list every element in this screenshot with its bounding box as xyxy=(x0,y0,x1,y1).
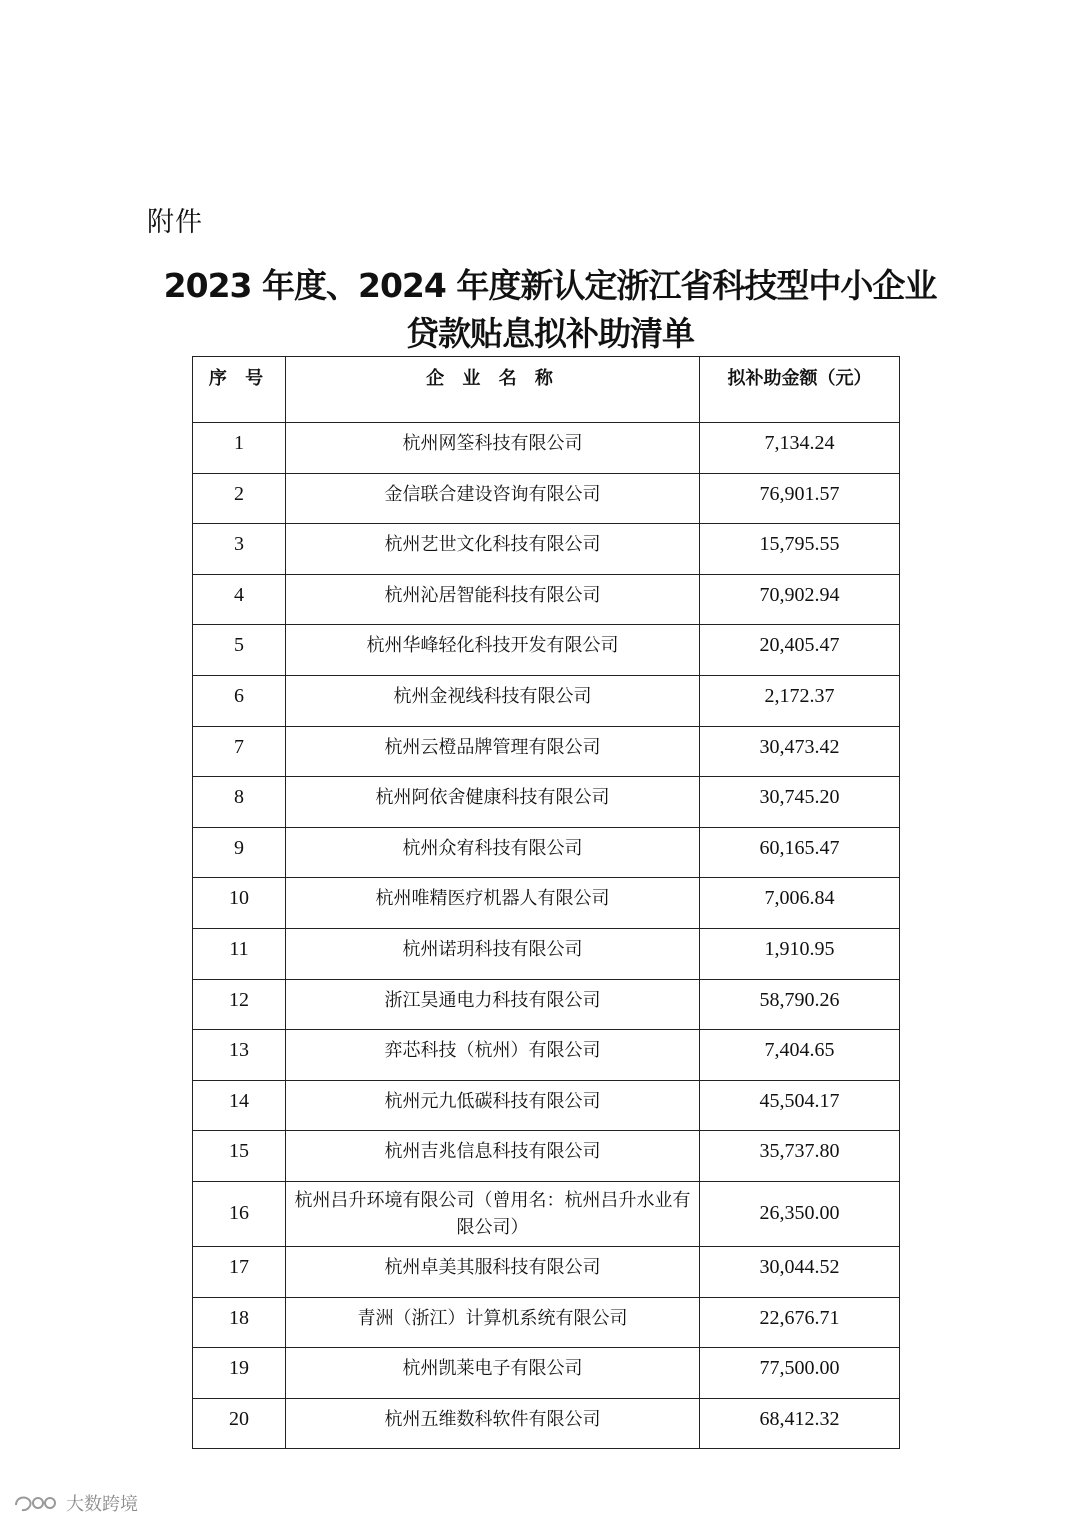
row-seq: 4 xyxy=(193,574,286,625)
row-amount: 70,902.94 xyxy=(700,574,900,625)
row-amount: 7,006.84 xyxy=(700,878,900,929)
table-row xyxy=(193,574,900,625)
row-company-name: 杭州吉兆信息科技有限公司 xyxy=(286,1131,700,1182)
row-amount: 30,745.20 xyxy=(700,777,900,828)
table-row xyxy=(193,726,900,777)
row-amount: 7,404.65 xyxy=(700,1030,900,1081)
row-company-name: 杭州元九低碳科技有限公司 xyxy=(286,1080,700,1131)
table-row xyxy=(193,423,900,474)
row-seq: 16 xyxy=(193,1181,286,1246)
row-company-name: 青洲（浙江）计算机系统有限公司 xyxy=(286,1297,700,1348)
row-amount: 45,504.17 xyxy=(700,1080,900,1131)
row-amount: 22,676.71 xyxy=(700,1297,900,1348)
row-amount: 26,350.00 xyxy=(700,1181,900,1246)
row-company-name: 金信联合建设咨询有限公司 xyxy=(286,473,700,524)
row-company-name: 杭州金视线科技有限公司 xyxy=(286,675,700,726)
table-row xyxy=(193,524,900,575)
row-company-name: 杭州华峰轻化科技开发有限公司 xyxy=(286,625,700,676)
row-amount: 35,737.80 xyxy=(700,1131,900,1182)
header-amount: 拟补助金额（元） xyxy=(700,357,900,423)
row-seq: 7 xyxy=(193,726,286,777)
row-seq: 3 xyxy=(193,524,286,575)
row-company-name: 杭州网筌科技有限公司 xyxy=(286,423,700,474)
row-company-name: 杭州阿依舍健康科技有限公司 xyxy=(286,777,700,828)
table-row xyxy=(193,827,900,878)
watermark-text: 大数跨境 xyxy=(66,1494,138,1515)
row-seq: 18 xyxy=(193,1297,286,1348)
table-row xyxy=(193,1030,900,1081)
table-row xyxy=(193,1297,900,1348)
table-row xyxy=(193,1080,900,1131)
table-row xyxy=(193,928,900,979)
row-company-name: 杭州诺玥科技有限公司 xyxy=(286,928,700,979)
table-row xyxy=(193,1398,900,1449)
row-seq: 11 xyxy=(193,928,286,979)
header-company-name: 企 业 名 称 xyxy=(286,357,700,423)
row-company-name: 杭州众宥科技有限公司 xyxy=(286,827,700,878)
row-amount: 77,500.00 xyxy=(700,1348,900,1399)
row-seq: 17 xyxy=(193,1246,286,1297)
row-seq: 9 xyxy=(193,827,286,878)
document-title-line-1: 2023 年度、2024 年度新认定浙江省科技型中小企业 xyxy=(163,266,937,305)
table-row xyxy=(193,878,900,929)
row-seq: 13 xyxy=(193,1030,286,1081)
row-company-name: 杭州唯精医疗机器人有限公司 xyxy=(286,878,700,929)
table-row xyxy=(193,675,900,726)
table-row xyxy=(193,979,900,1030)
row-seq: 12 xyxy=(193,979,286,1030)
row-amount: 1,910.95 xyxy=(700,928,900,979)
row-company-name: 杭州艺世文化科技有限公司 xyxy=(286,524,700,575)
table-row xyxy=(193,1246,900,1297)
row-seq: 20 xyxy=(193,1398,286,1449)
row-seq: 8 xyxy=(193,777,286,828)
row-amount: 58,790.26 xyxy=(700,979,900,1030)
row-amount: 60,165.47 xyxy=(700,827,900,878)
watermark-logo-icon xyxy=(12,1491,60,1515)
row-seq: 1 xyxy=(193,423,286,474)
subsidy-table xyxy=(192,356,900,1449)
row-company-name: 杭州吕升环境有限公司（曾用名：杭州吕升水业有限公司） xyxy=(286,1181,700,1246)
row-amount: 7,134.24 xyxy=(700,423,900,474)
table-row xyxy=(193,1181,900,1246)
table-body xyxy=(193,423,900,1449)
table-row xyxy=(193,1348,900,1399)
row-seq: 5 xyxy=(193,625,286,676)
table-row xyxy=(193,625,900,676)
row-company-name: 杭州沁居智能科技有限公司 xyxy=(286,574,700,625)
row-company-name: 杭州凯莱电子有限公司 xyxy=(286,1348,700,1399)
row-company-name: 杭州五维数科软件有限公司 xyxy=(286,1398,700,1449)
watermark xyxy=(12,1490,138,1516)
row-amount: 20,405.47 xyxy=(700,625,900,676)
row-seq: 19 xyxy=(193,1348,286,1399)
row-amount: 68,412.32 xyxy=(700,1398,900,1449)
row-seq: 14 xyxy=(193,1080,286,1131)
row-company-name: 浙江昊通电力科技有限公司 xyxy=(286,979,700,1030)
row-company-name: 杭州云橙品牌管理有限公司 xyxy=(286,726,700,777)
header-seq: 序 号 xyxy=(193,357,286,423)
row-seq: 15 xyxy=(193,1131,286,1182)
table-row xyxy=(193,1131,900,1182)
document-title-line-2: 贷款贴息拟补助清单 xyxy=(406,314,694,353)
row-seq: 2 xyxy=(193,473,286,524)
row-seq: 10 xyxy=(193,878,286,929)
row-amount: 76,901.57 xyxy=(700,473,900,524)
row-amount: 15,795.55 xyxy=(700,524,900,575)
row-company-name: 杭州卓美其服科技有限公司 xyxy=(286,1246,700,1297)
table-row xyxy=(193,777,900,828)
attachment-label: 附件 xyxy=(147,207,203,238)
row-amount: 2,172.37 xyxy=(700,675,900,726)
row-amount: 30,044.52 xyxy=(700,1246,900,1297)
table-header-row xyxy=(193,357,900,423)
row-company-name: 弈芯科技（杭州）有限公司 xyxy=(286,1030,700,1081)
table-row xyxy=(193,473,900,524)
row-seq: 6 xyxy=(193,675,286,726)
row-amount: 30,473.42 xyxy=(700,726,900,777)
